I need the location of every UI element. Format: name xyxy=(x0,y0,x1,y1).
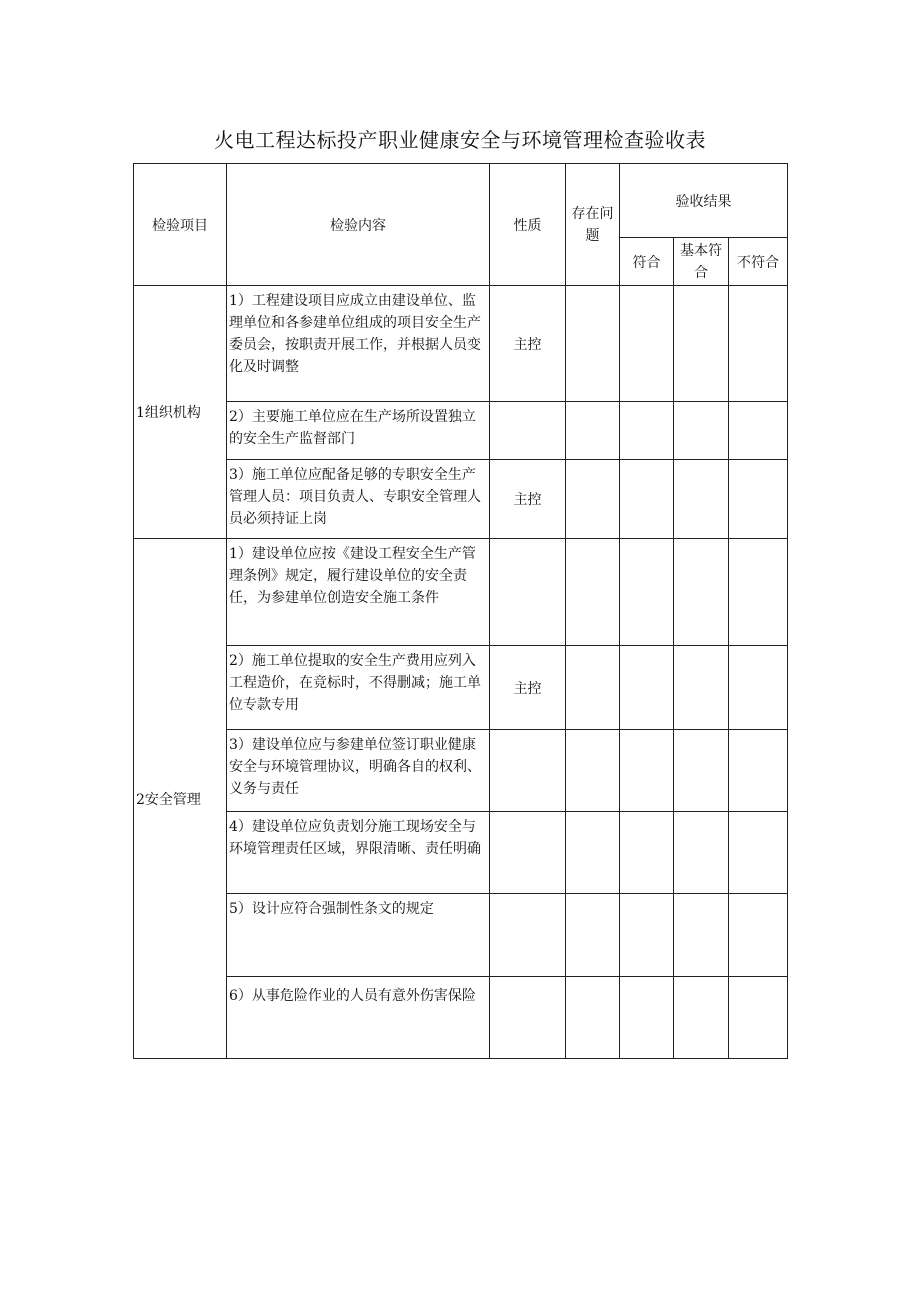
basic-conform-cell[interactable] xyxy=(674,894,729,977)
table-row xyxy=(134,402,788,460)
issue-cell[interactable] xyxy=(566,460,620,539)
not-conform-cell[interactable] xyxy=(729,286,788,402)
content-cell: 4）建设单位应负责划分施工现场安全与环境管理责任区域，界限清晰、责任明确 xyxy=(227,812,490,894)
not-conform-cell[interactable] xyxy=(729,460,788,539)
header-not-conform: 不符合 xyxy=(729,238,788,286)
header-item: 检验项目 xyxy=(134,164,227,286)
not-conform-cell[interactable] xyxy=(729,977,788,1059)
content-cell: 2）施工单位提取的安全生产费用应列入工程造价，在竞标时，不得删减；施工单位专款专用 xyxy=(227,646,490,730)
issue-cell[interactable] xyxy=(566,894,620,977)
not-conform-cell[interactable] xyxy=(729,539,788,646)
not-conform-cell[interactable] xyxy=(729,402,788,460)
item-cell: 1组织机构 xyxy=(134,286,227,539)
conform-cell[interactable] xyxy=(620,539,674,646)
conform-cell[interactable] xyxy=(620,402,674,460)
header-content: 检验内容 xyxy=(227,164,490,286)
header-result: 验收结果 xyxy=(620,164,788,238)
content-cell: 3）施工单位应配备足够的专职安全生产管理人员：项目负责人、专职安全管理人员必须持证上岗 xyxy=(227,460,490,539)
issue-cell[interactable] xyxy=(566,539,620,646)
content-cell: 3）建设单位应与参建单位签订职业健康安全与环境管理协议，明确各自的权利、义务与责任 xyxy=(227,730,490,812)
issue-cell[interactable] xyxy=(566,402,620,460)
not-conform-cell[interactable] xyxy=(729,812,788,894)
basic-conform-cell[interactable] xyxy=(674,646,729,730)
conform-cell[interactable] xyxy=(620,286,674,402)
basic-conform-cell[interactable] xyxy=(674,730,729,812)
nature-cell: 主控 xyxy=(490,460,566,539)
basic-conform-cell[interactable] xyxy=(674,460,729,539)
nature-cell xyxy=(490,894,566,977)
basic-conform-cell[interactable] xyxy=(674,286,729,402)
page-title: 火电工程达标投产职业健康安全与环境管理检查验收表 xyxy=(214,128,706,152)
not-conform-cell[interactable] xyxy=(729,730,788,812)
issue-cell[interactable] xyxy=(566,646,620,730)
basic-conform-cell[interactable] xyxy=(674,977,729,1059)
inspection-table xyxy=(133,163,788,1059)
table-row xyxy=(134,460,788,539)
conform-cell[interactable] xyxy=(620,646,674,730)
not-conform-cell[interactable] xyxy=(729,894,788,977)
conform-cell[interactable] xyxy=(620,894,674,977)
content-cell: 1）建设单位应按《建设工程安全生产管理条例》规定，履行建设单位的安全责任，为参建单位创造安全施工条件 xyxy=(227,539,490,646)
issue-cell[interactable] xyxy=(566,977,620,1059)
table-row xyxy=(134,730,788,812)
item-cell: 2安全管理 xyxy=(134,539,227,1059)
nature-cell: 主控 xyxy=(490,646,566,730)
nature-cell xyxy=(490,977,566,1059)
nature-cell xyxy=(490,730,566,812)
not-conform-cell[interactable] xyxy=(729,646,788,730)
header-nature: 性质 xyxy=(490,164,566,286)
conform-cell[interactable] xyxy=(620,977,674,1059)
conform-cell[interactable] xyxy=(620,812,674,894)
table-row xyxy=(134,894,788,977)
nature-cell: 主控 xyxy=(490,286,566,402)
basic-conform-cell[interactable] xyxy=(674,539,729,646)
content-cell: 1）工程建设项目应成立由建设单位、监理单位和各参建单位组成的项目安全生产委员会，按职责开展工作，并根据人员变化及时调整 xyxy=(227,286,490,402)
conform-cell[interactable] xyxy=(620,730,674,812)
table-row xyxy=(134,977,788,1059)
basic-conform-cell[interactable] xyxy=(674,812,729,894)
header-basic-conform: 基本符合 xyxy=(674,238,729,286)
nature-cell xyxy=(490,402,566,460)
content-cell: 2）主要施工单位应在生产场所设置独立的安全生产监督部门 xyxy=(227,402,490,460)
nature-cell xyxy=(490,812,566,894)
table-row xyxy=(134,539,788,646)
issue-cell[interactable] xyxy=(566,286,620,402)
header-issues: 存在问题 xyxy=(566,164,620,286)
nature-cell xyxy=(490,539,566,646)
conform-cell[interactable] xyxy=(620,460,674,539)
header-conform: 符合 xyxy=(620,238,674,286)
basic-conform-cell[interactable] xyxy=(674,402,729,460)
table-row xyxy=(134,812,788,894)
content-cell: 5）设计应符合强制性条文的规定 xyxy=(227,894,490,977)
table-row xyxy=(134,286,788,402)
table-row xyxy=(134,646,788,730)
issue-cell[interactable] xyxy=(566,730,620,812)
content-cell: 6）从事危险作业的人员有意外伤害保险 xyxy=(227,977,490,1059)
issue-cell[interactable] xyxy=(566,812,620,894)
